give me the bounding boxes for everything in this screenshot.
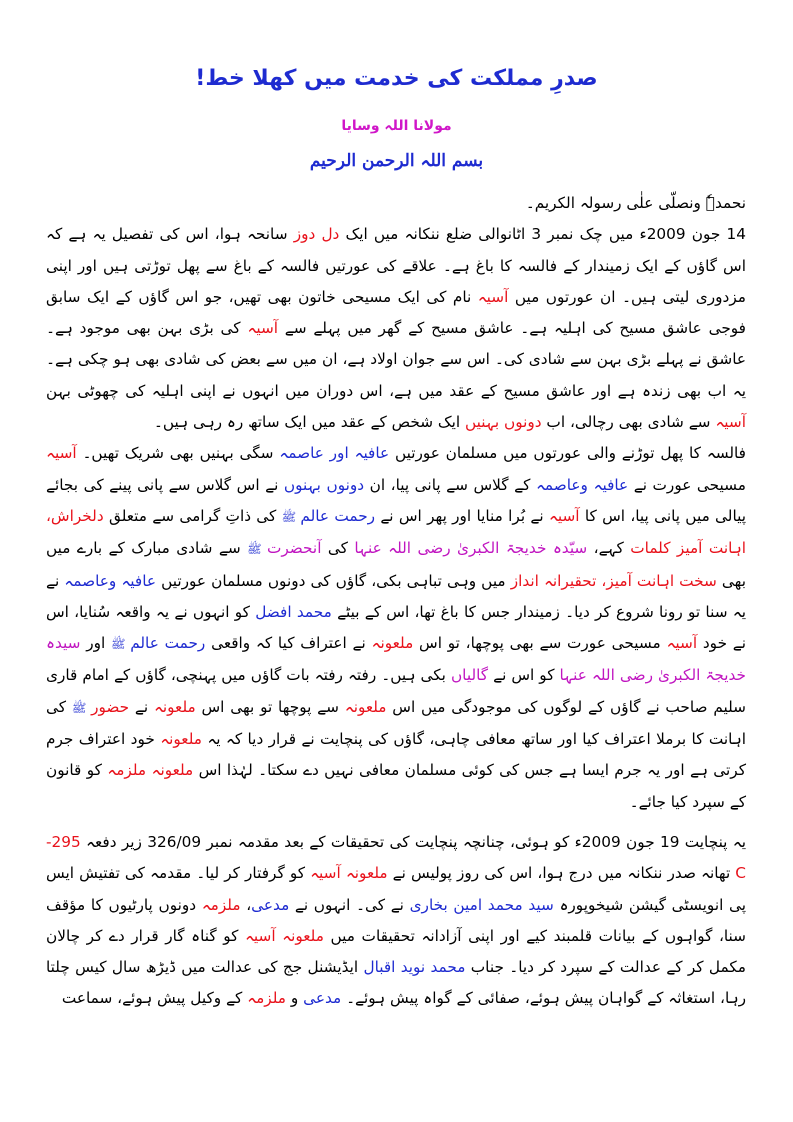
text-run: سانحہ ہوا، اس کی تفصیل یہ ہے کہ اس گاؤں کے ایک زمیندار کے فالسہ کا باغ ہے۔ علاقے کی عورتیں فالسہ کے باغ سے پھل توڑتی ہیں اور اپنی مزدوری لیتی ہیں۔ ان عورتوں میں	[46, 225, 746, 306]
highlighted-text-run: ملعونہ	[371, 634, 414, 653]
highlighted-text-run: عافیہ اور عاصمہ	[279, 444, 390, 463]
text-run: نے بُرا منایا اور پھر اس نے	[375, 506, 549, 525]
highlighted-text-run: سخت اہانت آمیز، تحقیرانہ انداز	[510, 571, 717, 590]
highlighted-text-run: ﷺ	[71, 700, 92, 715]
highlighted-text-run: رحمت عالم	[130, 634, 206, 653]
author-name: مولانا اللہ وسایا	[341, 118, 452, 134]
highlighted-text-run: عافیہ وعاصمہ	[535, 475, 629, 494]
text-run: کو انہوں نے یہ واقعہ سُنایا، اس نے خود	[46, 602, 747, 653]
text-run: نے کی۔ انہوں نے	[289, 895, 410, 914]
highlighted-text-run: سید محمد امین بخاری	[409, 895, 554, 914]
text-run: نحمدہٗ ونصلّی علٰی رسولہ الکریم۔	[525, 194, 746, 212]
highlighted-text-run: دونوں بہنوں	[283, 475, 365, 494]
highlighted-text-run: عافیہ وعاصمہ	[64, 571, 157, 590]
highlighted-text-run: آسیہ	[715, 413, 746, 432]
highlighted-text-run: ملزمہ	[247, 989, 286, 1008]
text-run: سے شادی مبارک کے بارے میں بھی	[46, 539, 746, 590]
highlighted-text-run: 295-C	[46, 832, 746, 883]
highlighted-text-run: حضور	[91, 697, 130, 716]
text-run: نے اعتراف کیا کہ واقعی	[205, 634, 372, 653]
highlighted-text-run: دلخراش، اہانت آمیز کلمات	[46, 506, 747, 558]
highlighted-text-run: ملعونہ آسیہ	[310, 864, 388, 883]
text-run: کو اس نے	[488, 666, 560, 685]
paragraph-opening	[46, 188, 746, 219]
highlighted-text-run: دل دوز	[293, 225, 340, 244]
highlighted-text-run: آسیہ	[666, 634, 698, 653]
highlighted-text-run: ملعونہ	[344, 697, 387, 716]
text-run: کو گرفتار کر لیا۔ مقدمہ کی تفتیش ایس پی انویسٹی گیشن شیخوپورہ	[46, 864, 746, 914]
text-run: بکی ہیں۔ رفتہ رفتہ بات گاؤں میں پہنچی، گاؤں کے امام قاری سلیم صاحب نے گاؤں کے لوگوں کی موجودگی میں اس	[46, 666, 746, 716]
text-run: کے وکیل پیش ہوئے، سماعت	[61, 989, 248, 1008]
highlighted-text-run: آسیہ	[477, 287, 509, 306]
highlighted-text-run: ملعونہ	[153, 697, 196, 716]
highlighted-text-run: محمد افضل	[255, 602, 332, 621]
highlighted-text-run: ملعونہ آسیہ	[244, 926, 324, 945]
text-run: ایک شخص کے عقد میں ایک ساتھ رہ رہی ہیں۔	[153, 413, 465, 432]
highlighted-text-run: دونوں بہنیں	[465, 413, 542, 432]
highlighted-text-run: سیّدہ خدیجۃ الکبریٰ رضی اللہ عنہا	[354, 539, 588, 558]
text-run: فالسہ کا پھل توڑنے والی عورتوں میں مسلمان عورتیں	[389, 444, 746, 463]
highlighted-text-run: گالیاں	[450, 666, 489, 685]
highlighted-text-run: محمد نوید اقبال	[363, 958, 466, 977]
bismillah-heading: بسم اللہ الرحمن الرحیم	[309, 151, 484, 171]
text-run: سے پوچھا تو بھی اس	[195, 697, 345, 716]
text-run: 14 جون 2009ء میں چک نمبر 3 اٹانوالی ضلع ننکانہ میں ایک	[339, 225, 746, 244]
text-run: کے گلاس سے پانی پیا، ان	[364, 475, 536, 494]
text-run: ،	[240, 895, 252, 914]
highlighted-text-run: ﷺ	[247, 542, 267, 557]
text-run: کو گناہ گار قرار دے کر چالان مکمل کر کے عدالت کے سپرد کر دیا۔ جناب	[46, 926, 746, 977]
highlighted-text-run: مدعی	[303, 989, 342, 1008]
highlighted-text-run: ﷺ	[110, 637, 131, 652]
text-run: کی ذاتِ گرامی سے متعلق	[103, 506, 282, 525]
document-title: صدرِ مملکت کی خدمت میں کھلا خط!	[195, 66, 598, 91]
highlighted-text-run: سیدہ خدیجۃ الکبریٰ رضی اللہ عنہا	[46, 634, 747, 685]
highlighted-text-run: مدعی	[251, 895, 290, 914]
text-run: سگی بہنیں بھی شریک تھیں۔	[76, 444, 280, 463]
document-body	[46, 188, 746, 1015]
text-run: کی بڑی بہن بھی موجود ہے۔ عاشق نے پہلے بڑی بہن سے شادی کی۔ اس سے جوان اولاد ہے، ان میں سے بعض کی شادی بھی ہو چکی ہے۔ یہ اب بھی زندہ ہے اور عاشق مسیح کے عقد میں ہے، اس دوران میں انہوں نے اپنی اہلیہ کی چھوٹی بہن	[46, 319, 746, 400]
text-run: مسیحی عورت نے	[628, 475, 746, 494]
highlighted-text-run: ملعونہ	[160, 730, 202, 749]
highlighted-text-run: رحمت عالم	[300, 506, 376, 525]
text-run: خود اعتراف جرم کرتی ہے اور یہ جرم ایسا ہے جس کی کوئی مسلمان معافی نہیں دے سکتا۔ لہٰذا اس	[46, 730, 746, 780]
text-run: نام کی ایک مسیحی خاتون بھی تھیں، جو اس گاؤں کے ایک سابق فوجی عاشق مسیح کی اہلیہ ہے۔ عاشق مسیح کے گھر میں پہلے سے	[46, 287, 746, 338]
text-run: ایڈیشنل جج کی عدالت میں ڈیڑھ سال کیس چلتا رہا، استغاثہ کے گواہان پیش ہوئے، صفائی کے گواہ پیش ہوئے۔	[46, 958, 746, 1008]
text-run: کہے،	[587, 539, 631, 558]
text-run: میں وہی تباہی بکی، گاؤں کی دونوں مسلمان عورتیں	[156, 571, 511, 590]
text-run: نے اس گلاس سے پانی پینے کی بجائے پیالی میں پانی پیا، اس کا	[46, 475, 747, 525]
highlighted-text-run: ملزمہ	[201, 895, 241, 914]
highlighted-text-run: آسیہ	[548, 506, 580, 525]
text-run: سے شادی بھی رچالی، اب	[541, 413, 716, 432]
text-run: کی اہانت کا برملا اعتراف کیا اور ساتھ معافی چاہی، گاؤں کی پنچایت نے قرار دیا کہ یہ	[46, 697, 746, 749]
highlighted-text-run: آنحضرت	[266, 539, 322, 558]
text-run: نے	[129, 697, 154, 716]
text-run: نے یہ سنا تو رونا شروع کر دیا۔ زمیندار جس کا باغ تھا، اس کے بیٹے	[46, 571, 747, 621]
highlighted-text-run: آسیہ	[247, 319, 279, 338]
text-run: مسیحی عورت سے بھی پوچھا، تو اس	[413, 634, 667, 653]
text-run: تھانہ صدر ننکانہ میں درج ہوا، اس کی روز پولیس نے	[387, 864, 736, 883]
paragraph-panchayat	[46, 827, 746, 1015]
text-run: اور	[80, 634, 111, 653]
highlighted-text-run: آسیہ	[46, 444, 77, 463]
text-run: کو قانون کے سپرد کیا جائے۔	[46, 761, 746, 811]
highlighted-text-run: ملعونہ ملزمہ	[107, 761, 194, 780]
text-run: کی	[321, 539, 355, 558]
highlighted-text-run: ﷺ	[281, 509, 301, 524]
text-run: و	[285, 989, 304, 1008]
paragraph-incident	[46, 219, 746, 438]
text-run: یہ پنچایت 19 جون 2009ء کو ہوئی، چنانچہ پنچایت کی تحقیقات کے بعد مقدمہ نمبر 326/09 زیر دفعہ	[80, 832, 746, 851]
text-run: دونوں پارٹیوں کا مؤقف سنا، گواہوں کے بیانات قلمبند کیے اور اپنی آزادانہ تحقیقات میں	[46, 895, 746, 945]
paragraph-details	[46, 438, 746, 818]
